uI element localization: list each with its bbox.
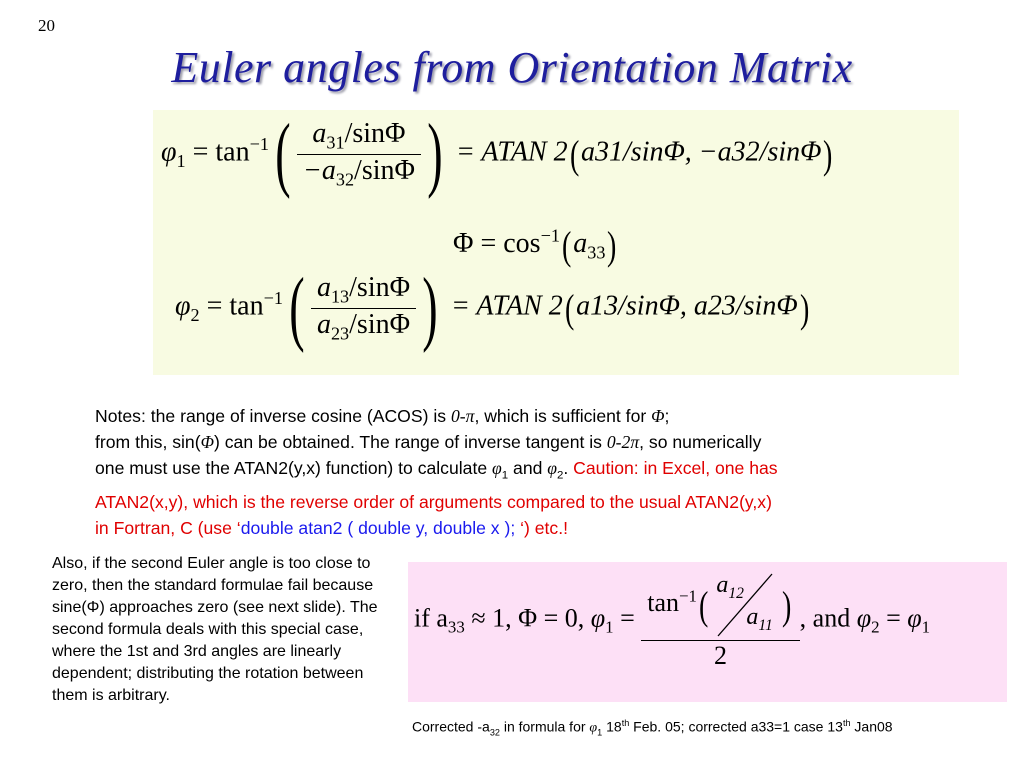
notes-line-3: one must use the ATAN2(y,x) function) to calculate $\varphi_1$ and $\varphi_2$. Caution: in Excel, one has <box>95 458 778 482</box>
notes-line-5: in Fortran, C (use ‘double atan2 ( double y, double x ); ‘) etc.! <box>95 517 569 538</box>
equation-phi2: $\varphi_2 = \tan^{-1}$( $\frac{a_{13}/\sin\Phi}{a_{23}/\sin\Phi}$ ) = ATAN 2(a13/sinΦ, a23/sinΦ) <box>175 261 809 354</box>
correction-footnote: Corrected $-a_{32}$ in formula for $\varphi_1$ 18th Feb. 05; corrected a33=1 case 13th Jan08 <box>412 718 893 738</box>
special-case-note: Also, if the second Euler angle is too close to zero, then the standard formulae fail because sine(Φ) approaches zero (see next slide). The second formula deals with this special case, where the 1st and 3rd angles are linearly dependent; distributing the rotation between them is arbitrary. <box>52 555 378 704</box>
slide-title: Euler angles from Orientation Matrix <box>171 43 853 92</box>
notes-line-2: from this, sin(Φ) can be obtained. The range of inverse tangent is 0-2π, so numerically <box>95 432 762 452</box>
special-case-formula: if $a_{33} \approx 1$, Φ = 0, $\varphi_1$ = $\tan^{-1}$( $a_{12}$ $a_{11}$ ) 2 , and $\varphi_2 = \varphi_1$ <box>414 572 931 670</box>
slide-number: 20 <box>38 16 55 35</box>
notes-paragraph <box>95 403 995 541</box>
equation-Phi: $\Phi = \cos^{-1}(a_{33})$ <box>453 223 617 268</box>
notes-line-1: Notes: the range of inverse cosine (ACOS) is 0-π, which is sufficient for Φ; <box>95 406 670 426</box>
special-case-formula-box <box>408 562 1007 702</box>
euler-equations-box <box>153 107 959 375</box>
notes-line-4: ATAN2(x,y), which is the reverse order of arguments compared to the usual ATAN2(y,x) <box>95 491 772 512</box>
equation-phi1: $\varphi_1 = \tan^{-1}$( $\frac{a_{31}/\sin\Phi}{-a_{32}/\sin\Phi}$ ) = ATAN 2(a31/sinΦ, −a32/sinΦ) <box>161 107 833 200</box>
